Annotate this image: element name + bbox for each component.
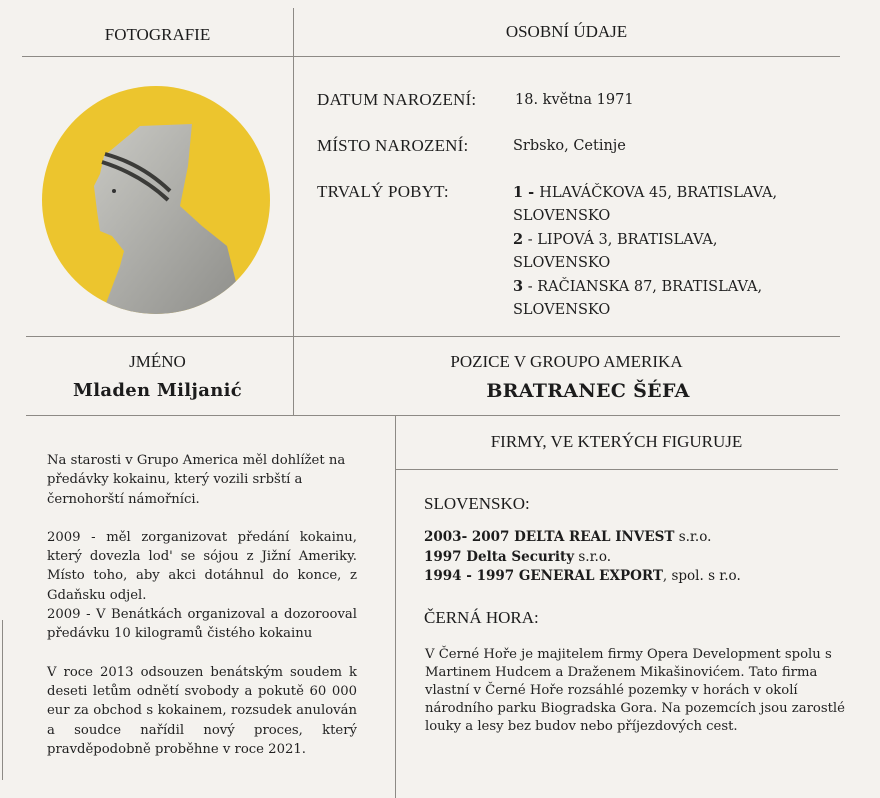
montenegro-text: V Černé Hoře je majitelem firmy Opera Development spolu s Martinem Hudcem a Draženem Mikašinovićem. Tato firma vlastní v Černé Hoře rozsáhlé pozemky v horách v okolí národního parku Biogradska Gora. Na pozemcích jsou zarostlé louky a lesy bez budov nebo příjezdových cest.: [425, 647, 845, 734]
divider-vertical-bottom: [395, 415, 396, 798]
residence-item: 2 - LIPOVÁ 3, BRATISLAVA,: [513, 231, 718, 248]
divider-lower: [26, 415, 840, 416]
birth-place-label: MÍSTO NAROZENÍ:: [317, 136, 469, 155]
residence-country: SLOVENSKO: [513, 208, 611, 224]
left-edge-bar: [2, 620, 3, 780]
position-value: BRATRANEC ŠÉFA: [486, 380, 690, 402]
residence-country: SLOVENSKO: [513, 255, 611, 271]
birth-date-label: DATUM NAROZENÍ:: [317, 90, 477, 109]
divider-header: [22, 56, 840, 57]
header-photo: FOTOGRAFIE: [104, 25, 211, 44]
divider-mid: [26, 336, 840, 337]
bio-paragraph: 2009 - měl zorganizovat předání kokainu, který dovezla lod' se sójou z Jižní Ameriky. Místo toho, aby akci dotáhnul do konce, z Gdaňsku odjel.: [47, 529, 357, 603]
montenegro-label: ČERNÁ HORA:: [424, 608, 539, 627]
portrait-bust-icon: [42, 86, 270, 314]
residence-item: 1 - HLAVÁČKOVA 45, BRATISLAVA,: [513, 184, 778, 201]
header-firms: FIRMY, VE KTERÝCH FIGURUJE: [490, 432, 743, 451]
header-personal: OSOBNÍ ÚDAJE: [505, 22, 628, 41]
divider-firms: [395, 469, 838, 470]
firm-item: 2003- 2007 DELTA REAL INVEST s.r.o.: [424, 529, 712, 545]
portrait-photo: [42, 86, 270, 314]
header-position: POZICE V GROUPO AMERIKA: [450, 352, 683, 371]
bio-paragraph: 2009 - V Benátkách organizoval a dozorooval předávku 10 kilogramů čistého kokainu: [47, 607, 357, 642]
birth-place-value: Srbsko, Cetinje: [513, 138, 626, 154]
person-name: Mladen Miljanić: [73, 380, 242, 401]
slovakia-label: SLOVENSKO:: [424, 494, 530, 513]
bio-paragraph: Na starosti v Grupo America měl dohlížet na předávky kokainu, který vozili srbští a černohorští námořníci.: [47, 453, 346, 507]
header-name: JMÉNO: [129, 352, 186, 371]
birth-date-value: 18. května 1971: [515, 92, 634, 108]
slovakia-firm-list: [424, 528, 741, 587]
bio-text: [47, 451, 357, 778]
firm-item: 1994 - 1997 GENERAL EXPORT, spol. s r.o.: [424, 568, 741, 584]
residence-country: SLOVENSKO: [513, 302, 611, 318]
firm-item: 1997 Delta Security s.r.o.: [424, 548, 612, 565]
residence-item: 3 - RAČIANSKA 87, BRATISLAVA,: [513, 278, 763, 295]
bio-paragraph: V roce 2013 odsouzen benátským soudem k deseti letům odnětí svobody a pokutě 60 000 eur za obchod s kokainem, rozsudek anulován a soudce nařídil nový proces, který pravděpodobně proběhne v roce 2021.: [47, 664, 357, 757]
residence-list: [513, 181, 843, 322]
residence-label: TRVALÝ POBYT:: [317, 182, 449, 201]
